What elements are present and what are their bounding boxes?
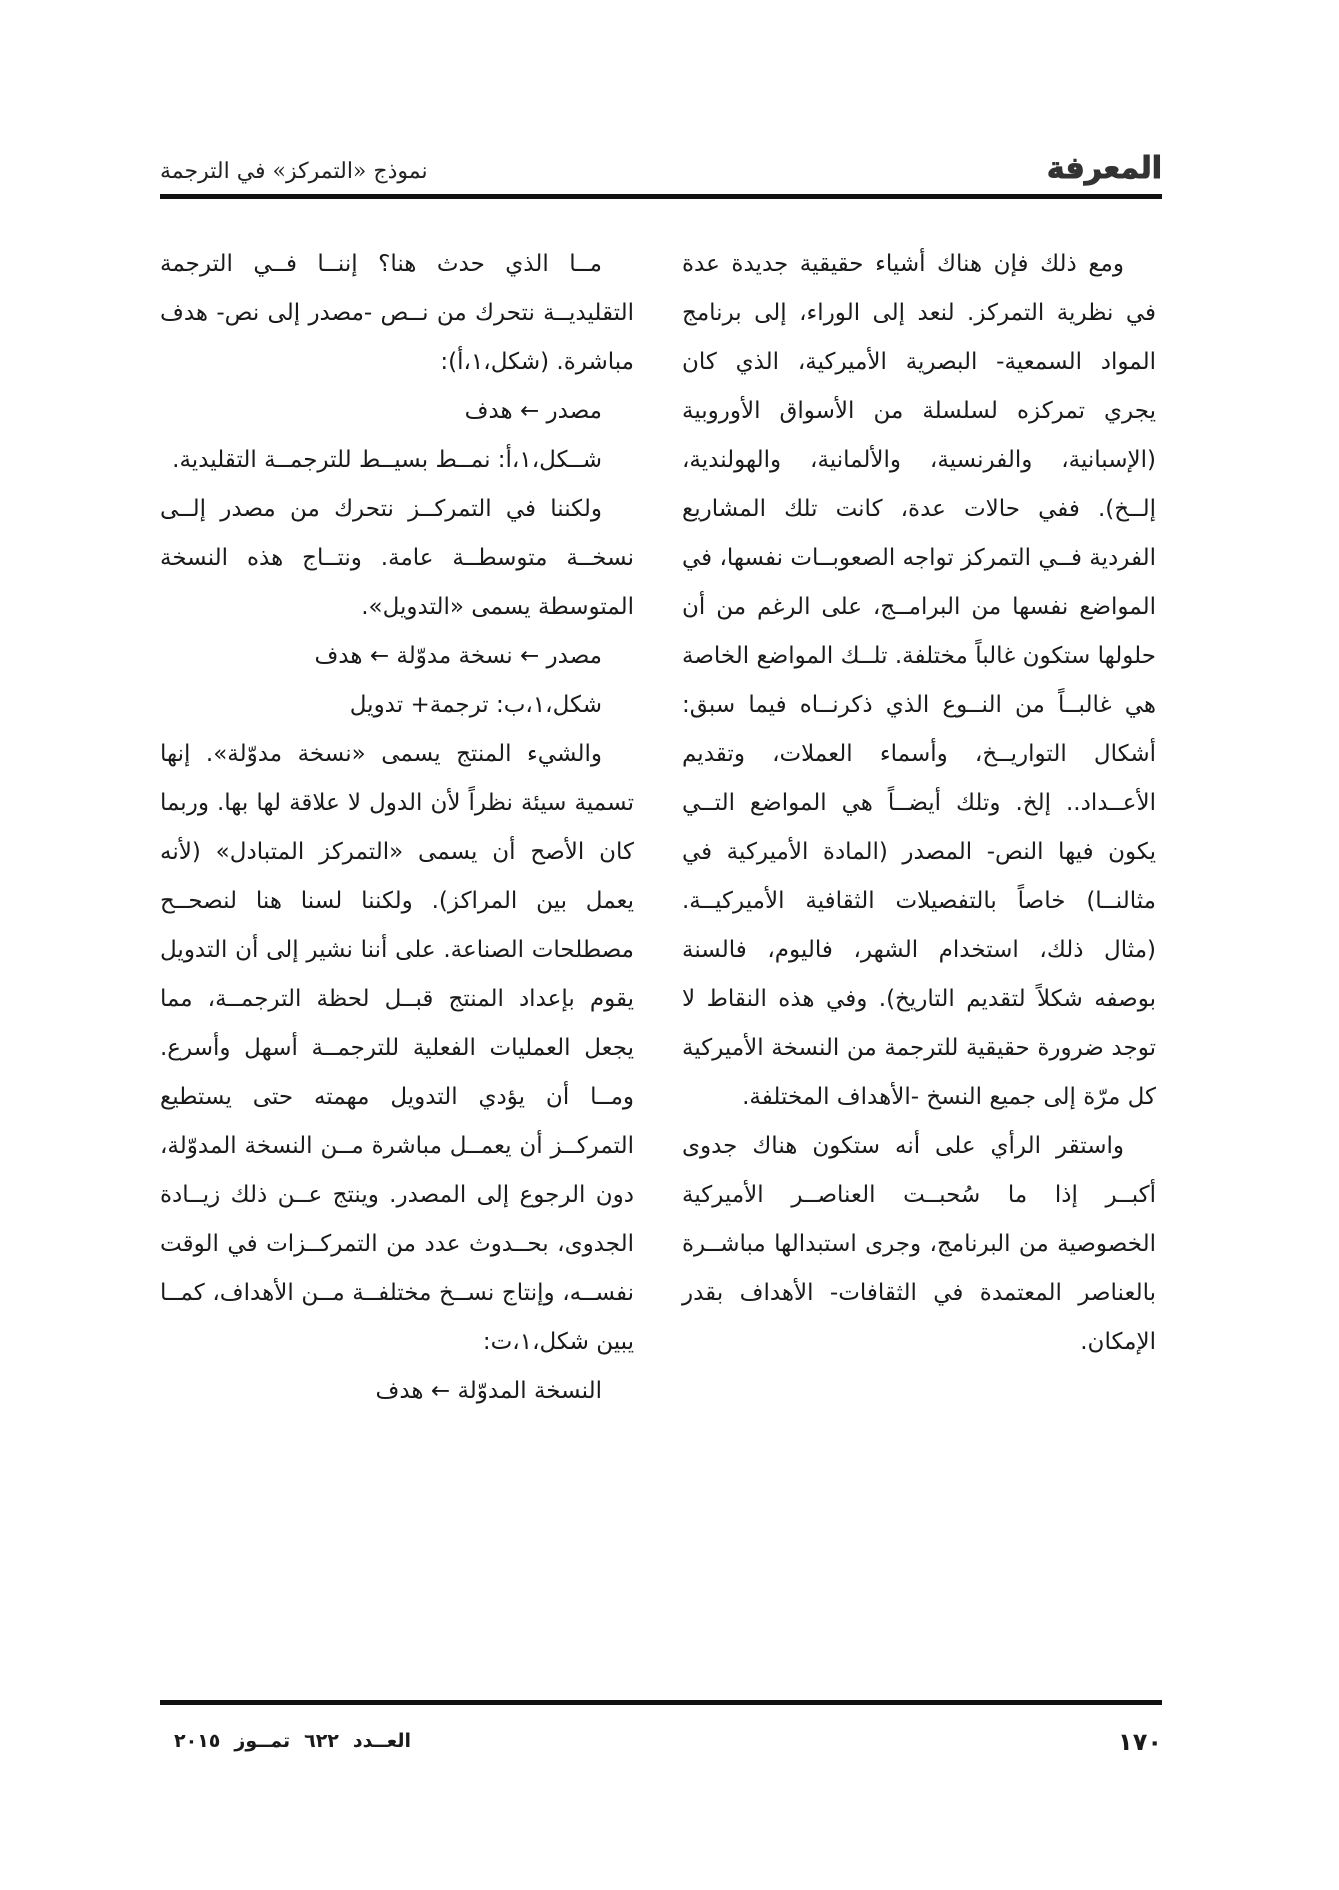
figure-diagram: النسخة المدوّلة ← هدف [375,1378,602,1404]
page-number: ١٧٠ [1118,1728,1162,1756]
issue-number: ٦٢٢ [304,1730,339,1752]
right-column [682,240,1156,1367]
paragraph: والشيء المنتج يسمى «نسخة مدوّلة». إنها تسمية سيئة نظراً لأن الدول لا علاقة لها بها. وربما كان الأصح أن يسمى «التمركز المتبادل» (لأنه يعمل بين المراكز). ولكننا لسنا هنا لنصحــح مصطلحات الصناعة. على أننا نشير إلى أن التدويل يقوم بإعداد المنتج قبــل لحظة الترجمــة، مما يجعل العمليات الفعلية للترجمــة أسهل وأسرع. ومــا أن يؤدي التدويل مهمته حتى يستطيع التمركــز أن يعمــل مباشرة مــن النسخة المدوّلة، دون الرجوع إلى المصدر. وينتج عــن ذلك زيــادة الجدوى، بحــدوث عدد من التمركــزات في الوقت نفســه، وإنتاج نســخ مختلفــة مــن الأهداف، كمــا يبين شكل،١،ت: [160,741,634,1355]
issue-label: العــدد [352,1730,411,1752]
page-footer [160,1728,1162,1768]
issue-month: تمــوز [234,1730,291,1752]
paragraph: واستقر الرأي على أنه ستكون هناك جدوى أكبــر إذا ما سُحبــت العناصــر الأميركية الخصوصية من البرنامج، وجرى استبدالها مباشــرة بالعناصر المعتمدة في الثقافات- الأهداف بقدر الإمكان. [682,1133,1156,1355]
figure-diagram: مصدر ← هدف [464,398,602,424]
figure-caption: شكل،١،ب: ترجمة+ تدويل [349,692,602,718]
header-rule [160,194,1162,199]
paragraph: ومع ذلك فإن هناك أشياء حقيقية جديدة عدة في نظرية التمركز. لنعد إلى الوراء، إلى برنامج المواد السمعية- البصرية الأميركية، الذي كان يجري تمركزه لسلسلة من الأسواق الأوروبية (الإسبانية، والفرنسية، والألمانية، والهولندية، إلــخ). ففي حالات عدة، كانت تلك المشاريع الفردية فــي التمركز تواجه الصعوبــات نفسها، في المواضع نفسها من البرامــج، على الرغم من أن حلولها ستكون غالباً مختلفة. تلــك المواضع الخاصة هي غالبــاً من النــوع الذي ذكرنــاه فيما سبق: أشكال التواريــخ، وأسماء العملات، وتقديم الأعــداد.. إلخ. وتلك أيضــاً هي المواضع التــي يكون فيها النص- المصدر (المادة الأميركية في مثالنــا) خاصاً بالتفصيلات الثقافية الأميركيــة. (مثال ذلك، استخدام الشهر، فاليوم، فالسنة بوصفه شكلاً لتقديم التاريخ). وفي هذه النقاط لا توجد ضرورة حقيقية للترجمة من النسخة الأميركية كل مرّة إلى جميع النسخ -الأهداف المختلفة. [681,251,1156,1110]
running-title: نموذج «التمركز» في الترجمة [160,159,428,184]
page-header [160,146,1162,192]
paragraph: ولكننا في التمركــز نتحرك من مصدر إلــى نسخــة متوسطــة عامة. ونتــاج هذه النسخة المتوسطة يسمى «التدويل». [160,496,634,620]
left-column [160,240,634,1416]
figure-diagram: مصدر ← نسخة مدوّلة ← هدف [314,643,602,669]
magazine-logo: المعرفة [1046,151,1162,186]
footer-rule [160,1700,1162,1705]
issue-year: ٢٠١٥ [174,1730,221,1752]
issue-info [160,1730,411,1752]
figure-caption: شــكل،١،أ: نمــط بسيــط للترجمــة التقليدية. [172,447,602,473]
paragraph: مــا الذي حدث هنا؟ إننــا فــي الترجمة التقليديــة نتحرك من نــص -مصدر إلى نص- هدف مباشرة. (شكل،١،أ): [160,251,634,375]
